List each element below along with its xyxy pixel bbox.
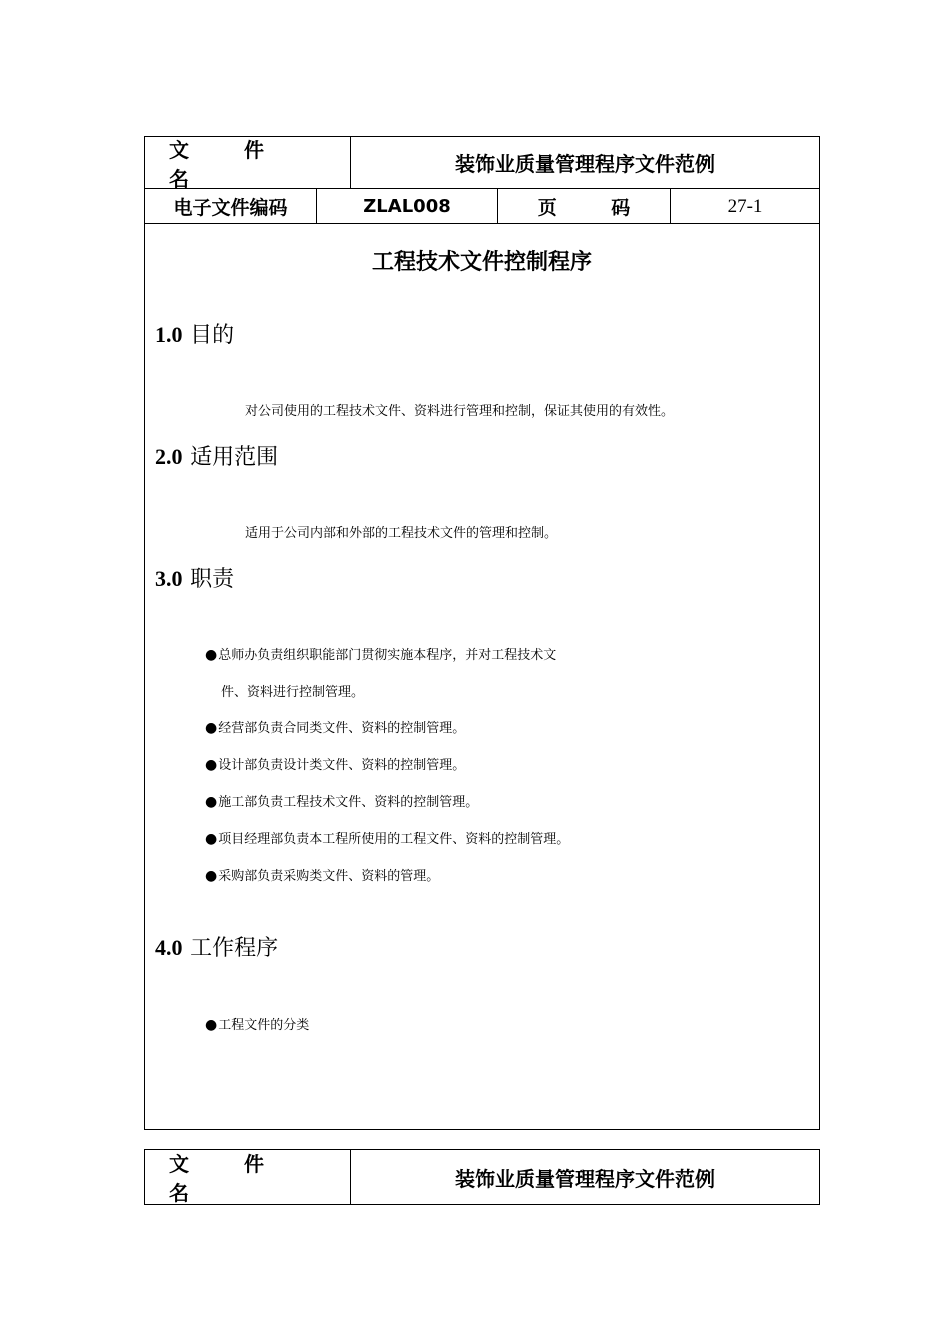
responsibility-text: 项目经理部负责本工程所使用的工程文件、资料的控制管理。 bbox=[218, 832, 570, 847]
header-row-filename bbox=[145, 137, 819, 189]
responsibility-text: 经营部负责合同类文件、资料的控制管理。 bbox=[218, 721, 466, 736]
section-number: 3.0 bbox=[155, 566, 183, 591]
header-table bbox=[144, 136, 820, 224]
page-value: 27-1 bbox=[727, 195, 763, 217]
section-4-heading bbox=[155, 931, 278, 962]
procedure-text: 工程文件的分类 bbox=[218, 1018, 310, 1033]
section-number: 1.0 bbox=[155, 322, 183, 347]
section-title: 目的 bbox=[190, 323, 235, 348]
section-number: 4.0 bbox=[155, 935, 183, 960]
bullet-icon: ● bbox=[205, 794, 218, 810]
page-label: 页 码 bbox=[498, 189, 671, 224]
file-name-label: 文 件 名 bbox=[145, 1150, 351, 1204]
section-1-text: 对公司使用的工程技术文件、资料进行管理和控制，保证其使用的有效性。 bbox=[245, 404, 675, 419]
next-page-header-table bbox=[144, 1149, 820, 1205]
section-3-heading bbox=[155, 562, 234, 593]
bullet-icon: ● bbox=[205, 868, 218, 884]
bullet-icon: ● bbox=[205, 831, 218, 847]
section-title: 工作程序 bbox=[190, 936, 279, 961]
bullet-icon: ● bbox=[205, 647, 218, 663]
responsibility-item bbox=[205, 828, 569, 847]
responsibility-continuation: 件、资料进行控制管理。 bbox=[221, 685, 365, 700]
bullet-icon: ● bbox=[205, 1017, 218, 1033]
responsibility-text: 施工部负责工程技术文件、资料的控制管理。 bbox=[218, 795, 479, 810]
file-name-label: 文 件 名 bbox=[145, 137, 351, 188]
document-body bbox=[144, 223, 820, 1130]
code-value: ZLAL008 bbox=[317, 189, 498, 224]
responsibility-item bbox=[205, 717, 465, 736]
section-title: 职责 bbox=[190, 567, 235, 592]
responsibility-item bbox=[205, 791, 478, 810]
document-title: 工程技术文件控制程序 bbox=[371, 250, 592, 275]
file-name-value: 装饰业质量管理程序文件范例 bbox=[455, 1166, 715, 1191]
header-row-code bbox=[145, 189, 819, 224]
section-number: 2.0 bbox=[155, 444, 183, 469]
responsibility-item bbox=[205, 865, 439, 884]
section-2-heading bbox=[155, 440, 278, 471]
responsibility-item bbox=[205, 644, 556, 663]
file-name-value: 装饰业质量管理程序文件范例 bbox=[455, 152, 715, 176]
responsibility-text: 采购部负责采购类文件、资料的管理。 bbox=[218, 869, 440, 884]
bullet-icon: ● bbox=[205, 757, 218, 773]
responsibility-text: 设计部负责设计类文件、资料的控制管理。 bbox=[218, 758, 466, 773]
responsibility-text: 总师办负责组织职能部门贯彻实施本程序，并对工程技术文 bbox=[218, 648, 557, 663]
header-row-filename bbox=[145, 1150, 819, 1204]
code-label: 电子文件编码 bbox=[145, 189, 317, 224]
section-1-heading bbox=[155, 318, 234, 349]
bullet-icon: ● bbox=[205, 720, 218, 736]
procedure-item bbox=[205, 1014, 309, 1033]
section-2-text: 适用于公司内部和外部的工程技术文件的管理和控制。 bbox=[245, 526, 558, 541]
responsibility-item bbox=[205, 754, 465, 773]
section-title: 适用范围 bbox=[190, 445, 279, 470]
